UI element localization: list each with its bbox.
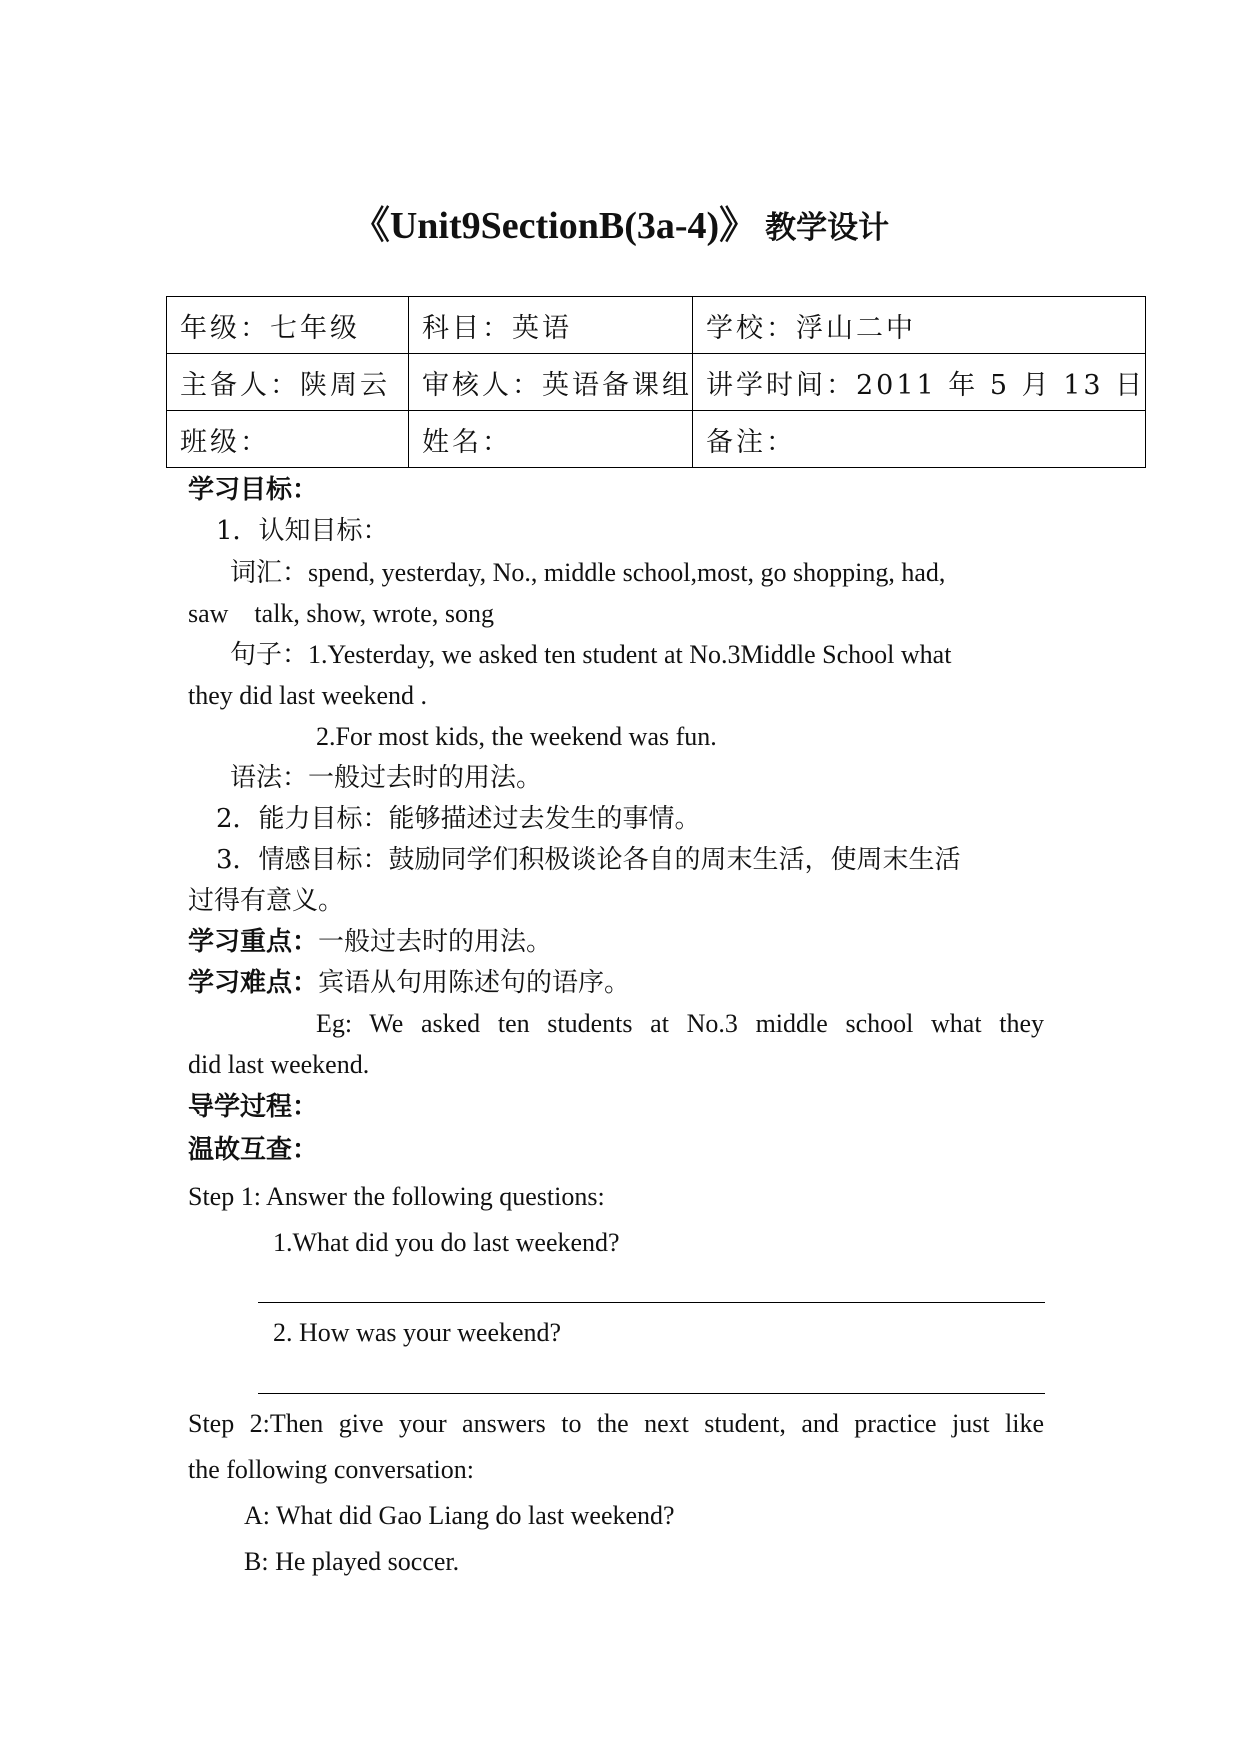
vocab-words: spend, yesterday, No., middle school,most, go shopping, had, — [308, 558, 946, 587]
key-point — [188, 922, 552, 962]
table-row — [167, 411, 1146, 468]
sentence-1: 1.Yesterday, we asked ten student at No.3Middle School what — [308, 640, 952, 669]
title-cn: 教学设计 — [765, 210, 890, 246]
process-heading: 导学过程： — [188, 1092, 319, 1122]
question-1: 1.What did you do last weekend? — [273, 1228, 620, 1257]
sentence-line — [230, 635, 951, 675]
step-2-cont: the following conversation: — [188, 1455, 474, 1484]
grade-cell: 年级：七年级 — [167, 297, 409, 354]
goals-heading: 学习目标： — [188, 475, 319, 505]
cognitive-goal: 1．认知目标： — [216, 516, 389, 546]
difficulty-text: 宾语从句用陈述句的语序。 — [318, 968, 631, 998]
ability-goal: 2．能力目标：能够描述过去发生的事情。 — [216, 804, 701, 834]
vocab-line-2: saw talk, show, wrote, song — [188, 599, 494, 628]
title-en: 《Unit9SectionB(3a-4)》 — [351, 205, 758, 247]
vocab-label: 词汇： — [230, 558, 309, 588]
conversation-a: A: What did Gao Liang do last weekend? — [244, 1501, 675, 1530]
sentence-1-cont: they did last weekend . — [188, 681, 427, 710]
lecture-time-cell: 讲学时间：2011 年 5 月 13 日 — [693, 354, 1146, 411]
reviewer-cell: 审核人：英语备课组 — [409, 354, 693, 411]
emotion-goal-cont: 过得有意义。 — [188, 886, 345, 916]
info-table — [166, 296, 1146, 468]
answer-line-1 — [258, 1302, 1045, 1303]
step-1: Step 1: Answer the following questions: — [188, 1182, 605, 1211]
review-heading: 温故互查： — [188, 1135, 319, 1165]
key-label: 学习重点： — [188, 927, 319, 957]
grammar-line: 语法：一般过去时的用法。 — [230, 763, 543, 793]
preparer-cell: 主备人：陕周云 — [167, 354, 409, 411]
school-cell: 学校：浮山二中 — [693, 297, 1146, 354]
subject-cell: 科目：英语 — [409, 297, 693, 354]
emotion-goal: 3．情感目标：鼓励同学们积极谈论各自的周末生活，使周末生活 — [216, 845, 961, 875]
vocab-line — [230, 553, 945, 593]
table-row — [167, 354, 1146, 411]
sentence-label: 句子： — [230, 640, 309, 670]
key-text: 一般过去时的用法。 — [318, 927, 553, 957]
step-2: Step 2:Then give your answers to the next student, and practice just like — [188, 1409, 1044, 1438]
name-cell: 姓名： — [409, 411, 693, 468]
difficulty — [188, 963, 630, 1003]
sentence-2: 2.For most kids, the weekend was fun. — [316, 722, 717, 751]
example-line-cont: did last weekend. — [188, 1050, 370, 1079]
class-cell: 班级： — [167, 411, 409, 468]
question-2: 2. How was your weekend? — [273, 1318, 562, 1347]
difficulty-label: 学习难点： — [188, 968, 319, 998]
table-row — [167, 297, 1146, 354]
remarks-cell: 备注： — [693, 411, 1146, 468]
conversation-b: B: He played soccer. — [244, 1547, 460, 1576]
example-line: Eg: We asked ten students at No.3 middle school what they — [316, 1009, 1044, 1038]
answer-line-2 — [258, 1393, 1045, 1394]
document-title — [0, 200, 1241, 254]
